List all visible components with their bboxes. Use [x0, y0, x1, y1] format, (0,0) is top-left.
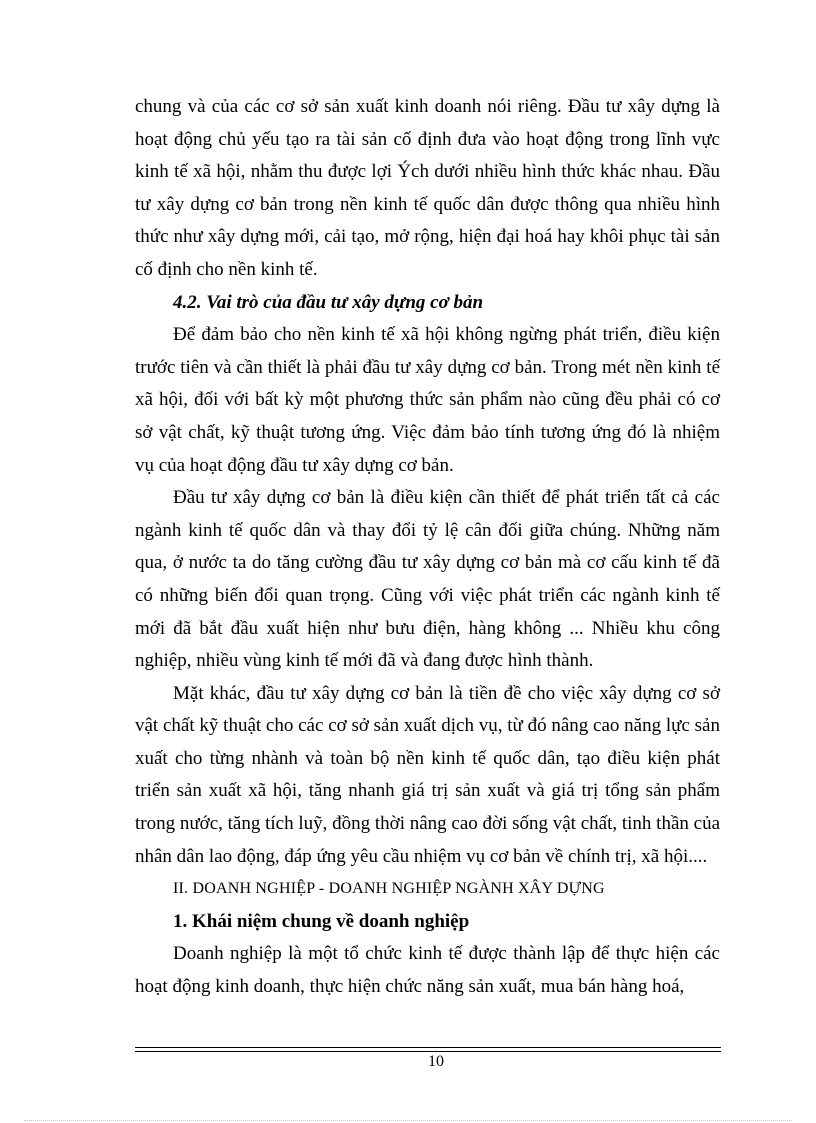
page-number: 10 [428, 1053, 444, 1070]
section-heading-1: 1. Khái niệm chung về doanh nghiệp [173, 910, 470, 932]
page-edge-divider [24, 1120, 792, 1121]
paragraph-role-2: Đầu tư xây dựng cơ bản là điều kiện cần thiết để phát triển tất cả các ngành kinh tế quốc dân và thay đổi tỷ lệ cân đối giữa chúng. Những năm qua, ở nước ta do tăng cường đầu tư xây dựng cơ bản mà cơ cấu kinh tế đã có những biến đổi quan trọng. Cũng với việc phát triển các ngành kinh tế mới đã bắt đầu xuất hiện như bưu điện, hàng không ... Nhiều khu công nghiệp, nhiều vùng kinh tế mới đã và đang được hình thành. [135, 487, 720, 672]
paragraph-role-3: Mặt khác, đầu tư xây dựng cơ bản là tiền đề cho việc xây dựng cơ sở vật chất kỹ thuật cho các cơ sở sản xuất dịch vụ, từ đó nâng cao năng lực sản xuất cho từng nhành và toàn bộ nền kinh tế quốc dân, tạo điều kiện phát triển sản xuất xã hội, tăng nhanh giá trị sản xuất và giá trị tổng sản phẩm trong nước, tăng tích luỹ, đồng thời nâng cao đời sống vật chất, tinh thần của nhân dân lao động, đáp ứng yêu cầu nhiệm vụ cơ bản về chính trị, xã hội.... [135, 682, 720, 867]
paragraph-role-1: Để đảm bảo cho nền kinh tế xã hội không ngừng phát triển, điều kiện trước tiên và cần thiết là phải đầu tư xây dựng cơ bản. Trong mét nền kinh tế xã hội, đối với bất kỳ một phương thức sản phẩm nào cũng đều phải có cơ sở vật chất, kỹ thuật tương ứng. Việc đảm bảo tính tương ứng đó là nhiệm vụ của hoạt động đầu tư xây dựng cơ bản. [135, 324, 720, 476]
section-heading-4-2: 4.2. Vai trò của đầu tư xây dựng cơ bản [173, 291, 484, 313]
paragraph-enterprise-definition: Doanh nghiệp là một tổ chức kinh tế được thành lập để thực hiện các hoạt động kinh doanh, thực hiện chức năng sản xuất, mua bán hàng hoá, [135, 943, 720, 998]
body-text [135, 91, 720, 1004]
footer-divider-top [135, 1047, 721, 1048]
paragraph-intro-continued: chung và của các cơ sở sản xuất kinh doanh nói riêng. Đầu tư xây dựng là hoạt động chủ yếu tạo ra tài sản cố định đưa vào hoạt động trong lĩnh vực kinh tế xã hội, nhằm thu được lợi Ých dưới nhiều hình thức khác nhau. Đầu tư xây dựng cơ bản trong nền kinh tế quốc dân được thông qua nhiều hình thức như xây dựng mới, cải tạo, mở rộng, hiện đại hoá hay khôi phục tài sản cố định cho nền kinh tế. [135, 96, 720, 280]
chapter-heading-II: II. DOANH NGHIỆP - DOANH NGHIỆP NGÀNH XÂY DỰNG [173, 880, 605, 898]
